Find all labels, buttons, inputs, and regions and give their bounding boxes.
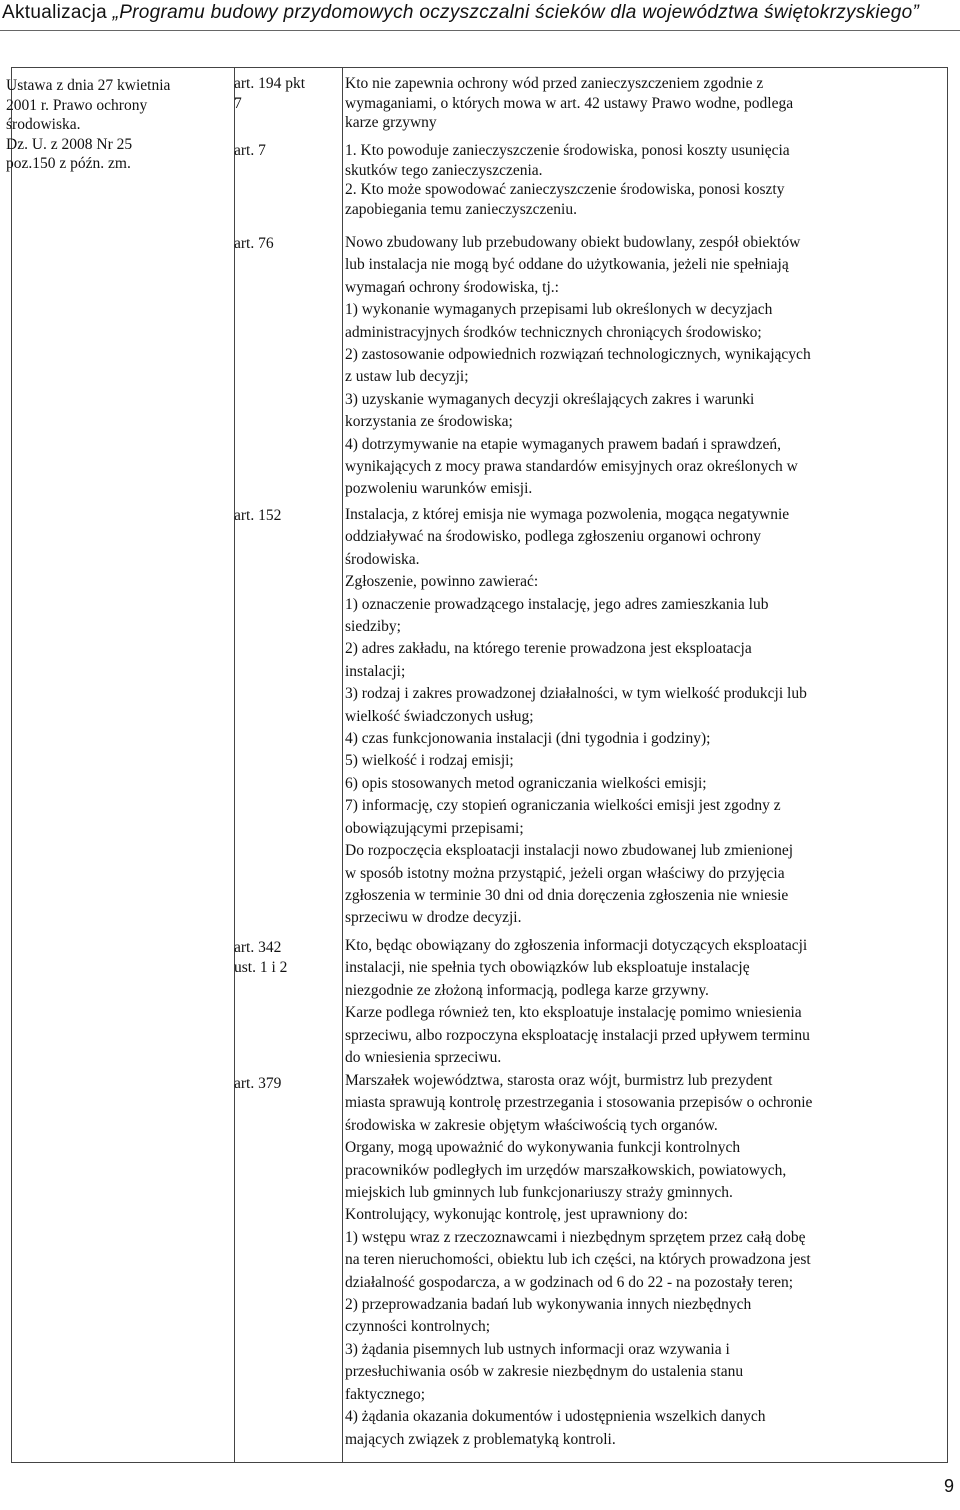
law-line: środowiska. <box>6 116 81 134</box>
text-line: 4) czas funkcjonowania instalacji (dni tygodnia i godziny); <box>345 730 711 748</box>
text-line: Marszałek województwa, starosta oraz wójt, burmistrz lub prezydent <box>345 1072 773 1089</box>
text-line: instalacji, nie spełnia tych obowiązków lub eksploatuje instalację <box>345 959 750 977</box>
text-line: czynności kontrolnych; <box>345 1318 491 1336</box>
text-line: zgłoszenia w terminie 30 dni od dnia doręczenia zgłoszenia nie wniesie <box>345 886 789 904</box>
column-divider-article <box>342 68 343 1462</box>
text-line: wymagań ochrony środowiska, tj.: <box>345 278 559 296</box>
article-text <box>345 141 933 219</box>
law-line: poz.150 z późn. zm. <box>6 155 131 173</box>
text-line: Zgłoszenie, powinno zawierać: <box>345 573 539 591</box>
text-line: 2) przeprowadzania badań lub wykonywania innych niezbędnych <box>345 1296 752 1314</box>
text-line: oddziaływać na środowisko, podlega zgłoszeniu organowi ochrony <box>345 528 761 546</box>
text-line: zapobiegania temu zanieczyszczeniu. <box>345 200 577 218</box>
text-line: Do rozpoczęcia eksploatacji instalacji nowo zbudowanej lub zmienionej <box>345 842 794 860</box>
text-line: 7) informację, czy stopień ograniczania wielkości emisji jest zgodny z <box>345 797 781 815</box>
article-number-line: art. 379 <box>234 1075 282 1092</box>
text-line: niezgodnie ze złożoną informacją, podlega karze grzywny. <box>345 981 709 999</box>
law-line: Ustawa z dnia 27 kwietnia <box>6 77 171 94</box>
article-number-line: ust. 1 i 2 <box>234 958 288 976</box>
header-rule <box>0 30 960 31</box>
text-line: pracowników podległych im urzędów marszałkowskich, powiatowych, <box>345 1161 787 1179</box>
text-line: 4) dotrzymywanie na etapie wymaganych prawem badań i sprawdzeń, <box>345 435 781 453</box>
text-line: wielkość świadczonych usług; <box>345 707 534 725</box>
text-line: z ustaw lub decyzji; <box>345 368 469 386</box>
article-text <box>345 232 933 501</box>
text-line: działalność gospodarcza, a w godzinach od 6 do 22 - na pozostały teren; <box>345 1273 794 1291</box>
text-line: do wniesienia sprzeciwu. <box>345 1049 502 1067</box>
text-line: sprzeciwu w drodze decyzji. <box>345 909 522 927</box>
article-text <box>345 1070 933 1451</box>
text-line: lub instalacja nie mogą być oddane do użytkowania, jeżeli nie spełniają <box>345 256 789 274</box>
text-line: 2. Kto może spowodować zanieczyszczenie środowiska, ponosi koszty <box>345 181 785 199</box>
text-line: przesłuchiwania osób w zakresie niezbędnym do ustalenia stanu <box>345 1363 744 1381</box>
article-number-line: art. 76 <box>234 235 274 252</box>
header-title: „Programu budowy przydomowych oczyszczalni ścieków dla województwa świętokrzyskiego” <box>112 2 920 23</box>
article-number-line: art. 7 <box>234 142 266 159</box>
page-number: 9 <box>944 1476 955 1496</box>
text-line: pozwoleniu warunków emisji. <box>345 480 533 498</box>
text-line: karze grzywny <box>345 114 437 132</box>
text-line: wynikających z mocy prawa standardów emisyjnych oraz określonych w <box>345 458 798 476</box>
text-line: 1. Kto powoduje zanieczyszczenie środowiska, ponosi koszty usunięcia <box>345 142 790 159</box>
text-line: 3) uzyskanie wymaganych decyzji określających zakres i warunki <box>345 390 755 408</box>
article-number <box>234 938 320 977</box>
text-line: 2) adres zakładu, na którego terenie prowadzona jest eksploatacja <box>345 640 752 658</box>
text-line: 1) wykonanie wymaganych przepisami lub określonych w decyzjach <box>345 301 773 319</box>
text-line: Karze podlega również ten, kto eksploatuje instalację pomimo wniesienia <box>345 1004 802 1022</box>
article-text <box>345 74 933 133</box>
article-number <box>234 1074 320 1094</box>
text-line: 1) wstępu wraz z rzeczoznawcami i niezbędnym sprzętem przez całą dobę <box>345 1228 806 1246</box>
text-line: korzystania ze środowiska; <box>345 413 513 431</box>
text-line: 3) rodzaj i zakres prowadzonej działalności, w tym wielkość produkcji lub <box>345 685 807 703</box>
article-text <box>345 935 933 1069</box>
text-line: 3) żądania pisemnych lub ustnych informacji oraz wzywania i <box>345 1340 730 1358</box>
article-number-line: art. 342 <box>234 939 282 956</box>
law-line: 2001 r. Prawo ochrony <box>6 96 148 114</box>
article-number-line: art. 194 pkt <box>234 75 306 92</box>
article-number <box>234 141 320 161</box>
text-line: wymaganiami, o których mowa w art. 42 ustawy Prawo wodne, podlega <box>345 94 794 112</box>
text-line: miasta sprawują kontrolę przestrzegania i stosowania przepisów o ochronie <box>345 1094 813 1112</box>
text-line: w sposób istotny można przystąpić, jeżeli organ właściwy do przyjęcia <box>345 864 785 882</box>
text-line: Instalacja, z której emisja nie wymaga pozwolenia, mogąca negatywnie <box>345 506 790 523</box>
article-number <box>234 74 320 113</box>
article-number <box>234 506 320 526</box>
text-line: środowiska. <box>345 550 420 568</box>
law-reference <box>6 76 221 174</box>
law-line: Dz. U. z 2008 Nr 25 <box>6 135 133 153</box>
text-line: instalacji; <box>345 662 406 680</box>
text-line: na teren nieruchomości, obiektu lub ich części, na których prowadzona jest <box>345 1251 811 1269</box>
text-line: Kto nie zapewnia ochrony wód przed zanieczyszczeniem zgodnie z <box>345 75 764 92</box>
text-line: 4) żądania okazania dokumentów i udostępnienia wszelkich danych <box>345 1408 766 1426</box>
running-header <box>0 0 960 34</box>
text-line: sprzeciwu, albo rozpoczyna eksploatację instalacji przed upływem terminu <box>345 1026 810 1044</box>
text-line: skutków tego zanieczyszczenia. <box>345 161 543 179</box>
text-line: Nowo zbudowany lub przebudowany obiekt budowlany, zespół obiektów <box>345 234 801 251</box>
column-divider-law <box>234 68 235 1462</box>
article-text <box>345 504 933 930</box>
text-line: Kto, będąc obowiązany do zgłoszenia informacji dotyczących eksploatacji <box>345 937 808 954</box>
text-line: mających związek z problematyką kontroli. <box>345 1430 616 1448</box>
article-number-line: 7 <box>234 94 242 112</box>
article-number-line: art. 152 <box>234 507 282 524</box>
text-line: faktycznego; <box>345 1385 426 1403</box>
text-line: Organy, mogą upoważnić do wykonywania funkcji kontrolnych <box>345 1139 741 1157</box>
text-line: 6) opis stosowanych metod ograniczania wielkości emisji; <box>345 774 707 792</box>
text-line: 1) oznaczenie prowadzącego instalację, jego adres zamieszkania lub <box>345 595 769 613</box>
header-prefix: Aktualizacja <box>2 2 113 23</box>
text-line: obowiązującymi przepisami; <box>345 819 524 837</box>
text-line: 2) zastosowanie odpowiednich rozwiązań technologicznych, wynikających <box>345 346 811 364</box>
text-line: 5) wielkość i rodzaj emisji; <box>345 752 514 770</box>
text-line: Kontrolujący, wykonując kontrolę, jest uprawniony do: <box>345 1206 688 1224</box>
article-number <box>234 234 320 254</box>
text-line: środowiska w zakresie objętym właściwością tych organów. <box>345 1116 718 1134</box>
text-line: administracyjnych środków technicznych chroniących środowisko; <box>345 323 762 341</box>
text-line: miejskich lub gminnych lub funkcjonariuszy straży gminnych. <box>345 1184 733 1202</box>
text-line: siedziby; <box>345 618 401 636</box>
